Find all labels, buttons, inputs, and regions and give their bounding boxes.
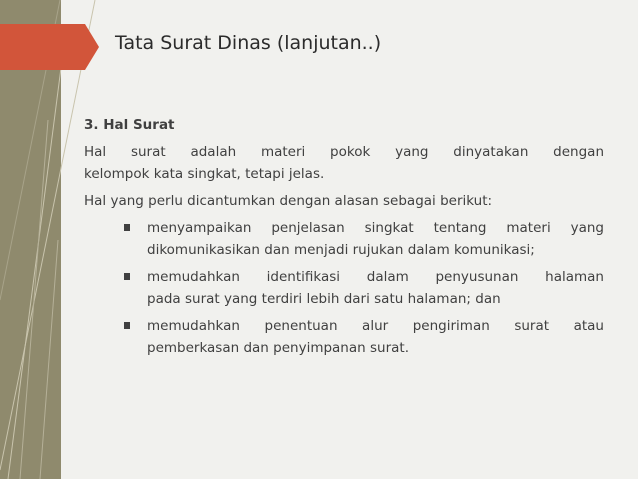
bullet-list (84, 217, 604, 359)
square-bullet-icon (124, 224, 130, 231)
list-item (84, 217, 604, 261)
square-bullet-icon (124, 273, 130, 280)
lead-paragraph: Hal yang perlu dicantumkan dengan alasan sebagai berikut: (84, 193, 493, 209)
list-item (84, 266, 604, 310)
slide-title: Tata Surat Dinas (lanjutan..) (115, 32, 382, 54)
square-bullet-icon (124, 322, 130, 329)
bullet-line-2: pemberkasan dan penyimpanan surat. (147, 340, 409, 356)
bullet-line-2: dikomunikasikan dan menjadi rujukan dalam komunikasi; (147, 242, 535, 258)
slide-content (84, 114, 604, 364)
title-accent-arrow (85, 24, 99, 70)
bullet-line-1: memudahkan identifikasi dalam penyusunan halaman (147, 269, 604, 285)
title-accent-bar (0, 24, 85, 70)
intro-line-2: kelompok kata singkat, tetapi jelas. (84, 166, 325, 182)
intro-line-1: Hal surat adalah materi pokok yang dinyatakan dengan (84, 144, 604, 160)
list-item (84, 315, 604, 359)
intro-paragraph (84, 141, 604, 185)
bullet-line-2: pada surat yang terdiri lebih dari satu halaman; dan (147, 291, 501, 307)
section-heading: 3. Hal Surat (84, 117, 175, 133)
bullet-line-1: memudahkan penentuan alur pengiriman surat atau (147, 318, 604, 334)
bullet-line-1: menyampaikan penjelasan singkat tentang materi yang (147, 220, 604, 236)
